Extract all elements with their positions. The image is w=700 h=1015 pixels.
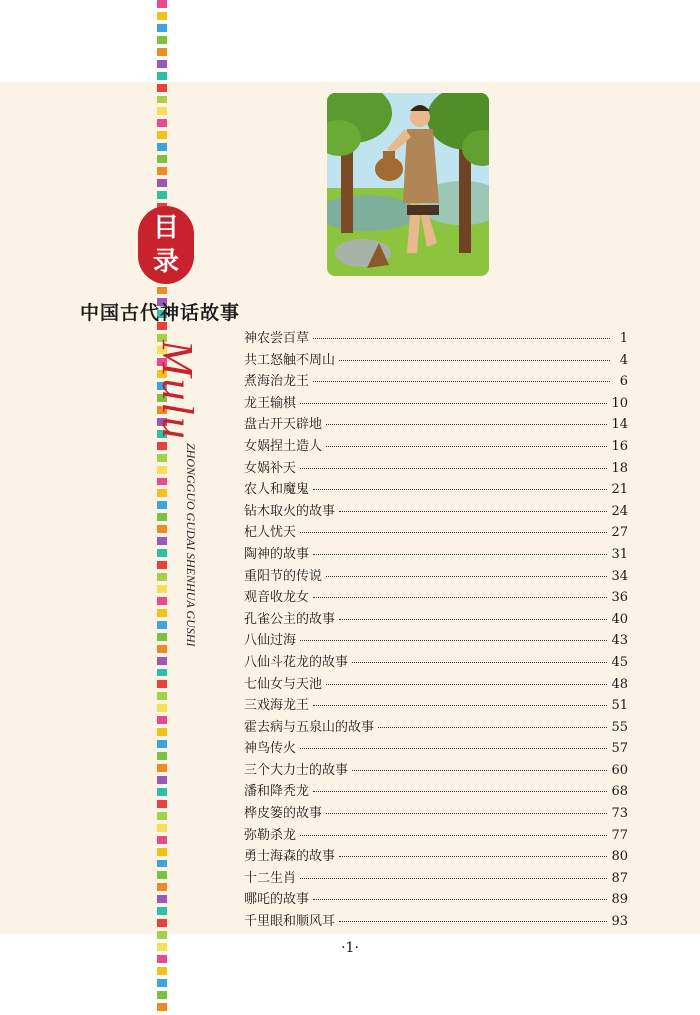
stripe-segment — [157, 740, 167, 748]
stripe-segment — [157, 836, 167, 844]
toc-leader-dots — [326, 445, 607, 447]
toc-entry-title: 哪吒的故事 — [244, 892, 310, 908]
stripe-segment — [157, 824, 167, 832]
toc-leader-dots — [339, 510, 607, 512]
stripe-segment — [157, 704, 167, 712]
stripe-segment — [157, 143, 167, 151]
toc-leader-dots — [339, 855, 607, 857]
toc-entry[interactable] — [244, 501, 628, 523]
toc-leader-dots — [313, 337, 610, 339]
toc-entry-page: 21 — [611, 482, 628, 498]
stripe-segment — [157, 60, 167, 68]
toc-entry[interactable] — [244, 522, 628, 544]
toc-leader-dots — [326, 683, 607, 685]
toc-entry[interactable] — [244, 911, 628, 933]
toc-leader-dots — [378, 726, 607, 728]
toc-entry[interactable] — [244, 717, 628, 739]
stripe-segment — [157, 752, 167, 760]
stripe-segment — [157, 48, 167, 56]
toc-entry-page: 14 — [611, 417, 628, 433]
toc-leader-dots — [313, 790, 607, 792]
stripe-segment — [157, 12, 167, 20]
stripe-segment — [157, 860, 167, 868]
toc-entry-title: 八仙过海 — [244, 633, 297, 649]
toc-entry-title: 龙王输棋 — [244, 395, 297, 411]
toc-entry-title: 千里眼和顺风耳 — [244, 914, 336, 930]
toc-entry[interactable] — [244, 587, 628, 609]
stripe-segment — [157, 883, 167, 891]
toc-leader-dots — [339, 359, 610, 361]
toc-entry-page: 4 — [619, 352, 628, 368]
toc-entry-title: 杞人忧天 — [244, 525, 297, 541]
toc-leader-dots — [326, 575, 607, 577]
toc-entry-page: 57 — [611, 741, 628, 757]
toc-entry-page: 36 — [611, 590, 628, 606]
toc-entry[interactable] — [244, 825, 628, 847]
page-number: ·1· — [341, 940, 359, 956]
stripe-segment — [157, 680, 167, 688]
toc-leader-dots — [300, 639, 607, 641]
stripe-segment — [157, 919, 167, 927]
toc-leader-dots — [313, 380, 610, 382]
toc-entry-title: 重阳节的传说 — [244, 568, 323, 584]
toc-entry-page: 89 — [611, 892, 628, 908]
toc-entry-page: 34 — [611, 568, 628, 584]
toc-entry[interactable] — [244, 889, 628, 911]
toc-leader-dots — [300, 467, 607, 469]
toc-entry[interactable] — [244, 436, 628, 458]
shennong-illustration — [327, 93, 489, 276]
toc-entry[interactable] — [244, 566, 628, 588]
stripe-segment — [157, 287, 167, 295]
toc-leader-dots — [313, 488, 607, 490]
toc-leader-dots — [326, 423, 607, 425]
toc-entry-title: 霍去病与五泉山的故事 — [244, 719, 375, 735]
stripe-segment — [157, 895, 167, 903]
stripe-segment — [157, 692, 167, 700]
toc-entry-page: 77 — [611, 827, 628, 843]
toc-entry-page: 60 — [611, 762, 628, 778]
toc-entry-page: 31 — [611, 546, 628, 562]
toc-entry[interactable] — [244, 458, 628, 480]
toc-entry[interactable] — [244, 393, 628, 415]
toc-entry-title: 观音收龙女 — [244, 590, 310, 606]
toc-entry-title: 女娲补天 — [244, 460, 297, 476]
stripe-segment — [157, 24, 167, 32]
toc-entry[interactable] — [244, 414, 628, 436]
toc-entry-title: 钻木取火的故事 — [244, 503, 336, 519]
toc-leader-dots — [313, 596, 607, 598]
toc-leader-dots — [313, 898, 607, 900]
toc-entry-page: 80 — [611, 849, 628, 865]
toc-entry[interactable] — [244, 371, 628, 393]
stripe-segment — [157, 669, 167, 677]
stripe-segment — [157, 776, 167, 784]
toc-entry-title: 七仙女与天池 — [244, 676, 323, 692]
stripe-segment — [157, 991, 167, 999]
stripe-segment — [157, 96, 167, 104]
toc-entry[interactable] — [244, 738, 628, 760]
toc-leader-dots — [313, 553, 607, 555]
toc-leader-dots — [352, 769, 607, 771]
toc-entry-title: 农人和魔鬼 — [244, 482, 310, 498]
stripe-segment — [157, 848, 167, 856]
toc-entry-title: 孔雀公主的故事 — [244, 611, 336, 627]
toc-leader-dots — [300, 877, 607, 879]
toc-entry-page: 6 — [619, 374, 628, 390]
toc-leader-dots — [339, 920, 607, 922]
toc-entry-title: 盘古开天辟地 — [244, 417, 323, 433]
toc-entry[interactable] — [244, 868, 628, 890]
stripe-segment — [157, 84, 167, 92]
toc-entry-title: 勇士海森的故事 — [244, 849, 336, 865]
stripe-segment — [157, 131, 167, 139]
seal-char-top: 目 — [152, 213, 179, 243]
toc-entry-title: 煮海治龙王 — [244, 374, 310, 390]
toc-entry[interactable] — [244, 652, 628, 674]
toc-entry-title: 弥勒杀龙 — [244, 827, 297, 843]
stripe-segment — [157, 36, 167, 44]
toc-entry[interactable] — [244, 674, 628, 696]
stripe-segment — [157, 812, 167, 820]
toc-entry-page: 24 — [611, 503, 628, 519]
stripe-segment — [157, 657, 167, 665]
stripe-segment — [157, 871, 167, 879]
toc-entry-title: 桦皮篓的故事 — [244, 806, 323, 822]
toc-entry[interactable] — [244, 609, 628, 631]
toc-leader-dots — [326, 812, 607, 814]
toc-entry-title: 十二生肖 — [244, 870, 297, 886]
stripe-segment — [157, 955, 167, 963]
stripe-segment — [157, 1003, 167, 1011]
toc-entry[interactable] — [244, 760, 628, 782]
toc-entry[interactable] — [244, 630, 628, 652]
toc-leader-dots — [300, 531, 607, 533]
toc-entry-title: 共工怒触不周山 — [244, 352, 336, 368]
stripe-segment — [157, 800, 167, 808]
toc-entry-title: 女娲捏土造人 — [244, 438, 323, 454]
toc-leader-dots — [300, 747, 607, 749]
stripe-segment — [157, 167, 167, 175]
stripe-segment — [157, 119, 167, 127]
toc-entry[interactable] — [244, 846, 628, 868]
toc-entry[interactable] — [244, 803, 628, 825]
toc-entry-title: 潘和降秃龙 — [244, 784, 310, 800]
toc-entry[interactable] — [244, 328, 628, 350]
seal-char-bottom: 录 — [152, 247, 179, 277]
toc-entry[interactable] — [244, 479, 628, 501]
toc-entry-title: 陶神的故事 — [244, 546, 310, 562]
toc-leader-dots — [339, 618, 607, 620]
toc-entry-page: 43 — [611, 633, 628, 649]
stripe-segment — [157, 155, 167, 163]
toc-leader-dots — [313, 704, 607, 706]
toc-entry-page: 87 — [611, 870, 628, 886]
toc-entry-page: 10 — [611, 395, 628, 411]
vertical-title — [153, 340, 202, 647]
vertical-title-mulu: Mulu — [153, 340, 202, 441]
toc-entry-page: 18 — [611, 460, 628, 476]
stripe-segment — [157, 931, 167, 939]
toc-entry[interactable] — [244, 781, 628, 803]
stripe-segment — [157, 728, 167, 736]
vertical-title-pinyin: ZHONGGUO GUDAI SHENHUA GUSHI — [184, 442, 198, 647]
toc-entry-page: 40 — [611, 611, 628, 627]
toc-entry-page: 73 — [611, 806, 628, 822]
toc-entry-page: 27 — [611, 525, 628, 541]
toc-entry[interactable] — [244, 544, 628, 566]
toc-entry-page: 45 — [611, 654, 628, 670]
toc-entry-title: 三戏海龙王 — [244, 698, 310, 714]
stripe-segment — [157, 179, 167, 187]
stripe-segment — [157, 72, 167, 80]
toc-entry[interactable] — [244, 350, 628, 372]
toc-entry-title: 神鸟传火 — [244, 741, 297, 757]
book-title: 中国古代神话故事 — [80, 302, 241, 324]
stripe-segment — [157, 107, 167, 115]
toc-entry-title: 八仙斗花龙的故事 — [244, 654, 349, 670]
stripe-segment — [157, 764, 167, 772]
stripe-segment — [157, 716, 167, 724]
toc-entry-title: 神农尝百草 — [244, 331, 310, 346]
toc-entry-page: 48 — [611, 676, 628, 692]
toc-entry-page: 51 — [611, 698, 628, 714]
stripe-segment — [157, 191, 167, 199]
stripe-segment — [157, 0, 167, 8]
toc-leader-dots — [352, 661, 607, 663]
stripe-segment — [157, 907, 167, 915]
toc-entry-page: 68 — [611, 784, 628, 800]
toc-entry-page: 93 — [611, 914, 628, 930]
stripe-segment — [157, 967, 167, 975]
toc-entry-page: 16 — [611, 438, 628, 454]
toc-entry-title: 三个大力士的故事 — [244, 762, 349, 778]
stripe-segment — [157, 979, 167, 987]
toc-leader-dots — [300, 834, 607, 836]
toc-entry-page: 1 — [619, 331, 628, 346]
contents-seal — [138, 206, 194, 284]
table-of-contents — [244, 328, 628, 933]
toc-entry-page: 55 — [611, 719, 628, 735]
stripe-segment — [157, 788, 167, 796]
toc-entry[interactable] — [244, 695, 628, 717]
toc-leader-dots — [300, 402, 607, 404]
